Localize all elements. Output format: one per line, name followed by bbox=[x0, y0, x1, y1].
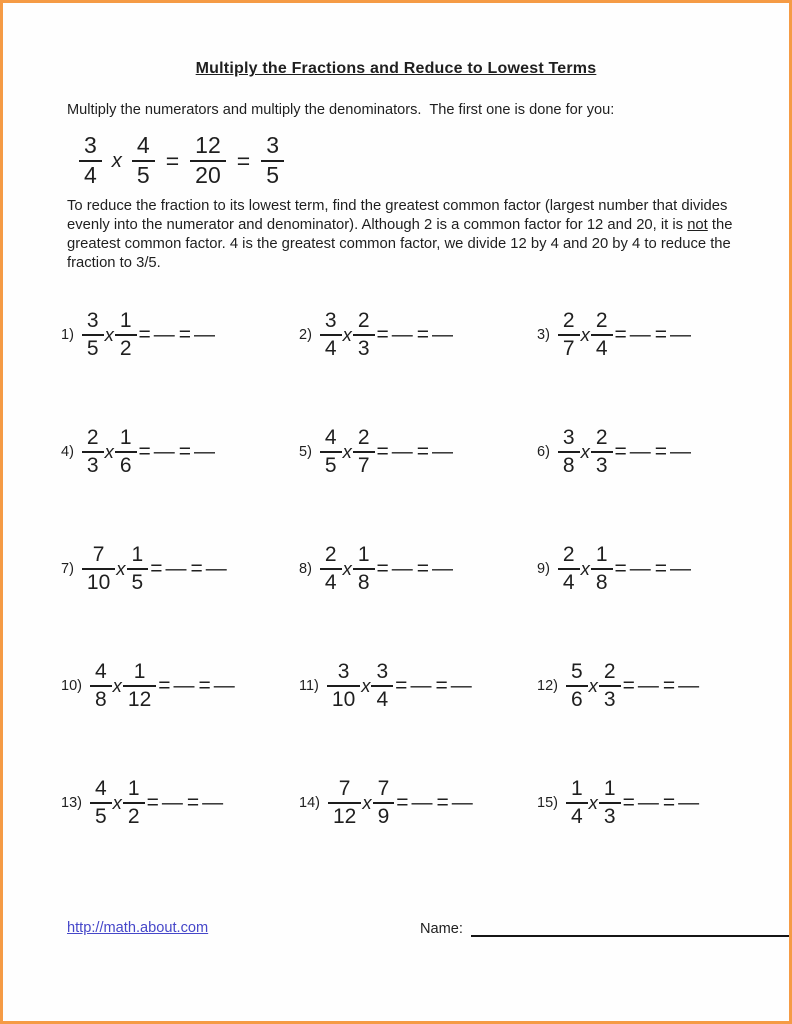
equals-sign: = bbox=[395, 674, 408, 697]
multiply-sign: x bbox=[580, 324, 590, 345]
answer-blank-reduced: — bbox=[432, 440, 455, 463]
problem-item bbox=[299, 534, 537, 604]
fraction-1 bbox=[566, 660, 588, 711]
problem-number: 3) bbox=[537, 327, 550, 343]
fraction-numerator: 3 bbox=[261, 133, 284, 162]
fraction-numerator: 2 bbox=[591, 309, 613, 336]
fraction-numerator: 12 bbox=[190, 133, 226, 162]
answer-blank-product: — bbox=[410, 674, 433, 697]
fraction-2 bbox=[353, 309, 375, 360]
answer-blank-reduced: — bbox=[213, 674, 236, 697]
answer-blank-reduced: — bbox=[432, 323, 455, 346]
fraction-denominator: 7 bbox=[357, 454, 370, 477]
equals-sign: = bbox=[165, 147, 180, 174]
equals-sign: = bbox=[614, 323, 627, 346]
problem-number: 4) bbox=[61, 444, 74, 460]
multiply-sign: x bbox=[116, 558, 126, 579]
problem-item bbox=[61, 651, 299, 721]
answer-blank-product: — bbox=[629, 323, 652, 346]
answer-blank-product: — bbox=[629, 557, 652, 580]
fraction-1 bbox=[82, 309, 104, 360]
answer-blank-product: — bbox=[637, 674, 660, 697]
fraction-denominator: 3 bbox=[86, 454, 99, 477]
fraction-numerator: 3 bbox=[82, 309, 104, 336]
equals-sign: = bbox=[376, 557, 389, 580]
fraction-1 bbox=[558, 426, 580, 477]
fraction-2 bbox=[123, 777, 145, 828]
answer-blank-reduced: — bbox=[194, 323, 217, 346]
answer-blank-product: — bbox=[153, 323, 176, 346]
fraction-numerator: 5 bbox=[566, 660, 588, 687]
equals-sign: = bbox=[654, 440, 668, 463]
fraction-numerator: 1 bbox=[353, 543, 375, 570]
problem-item bbox=[299, 300, 537, 370]
answer-blank-product: — bbox=[173, 674, 196, 697]
equals-sign: = bbox=[236, 147, 251, 174]
problem-item bbox=[61, 768, 299, 838]
fraction-1 bbox=[558, 309, 580, 360]
answer-blank-product: — bbox=[629, 440, 652, 463]
fraction-numerator: 1 bbox=[115, 426, 137, 453]
answer-blank-reduced: — bbox=[678, 674, 701, 697]
problem-number: 11) bbox=[299, 678, 319, 694]
fraction-1 bbox=[566, 777, 588, 828]
fraction-denominator: 5 bbox=[131, 571, 144, 594]
fraction-numerator: 2 bbox=[353, 426, 375, 453]
multiply-sign: x bbox=[112, 792, 122, 813]
multiply-sign: x bbox=[580, 558, 590, 579]
fraction-2 bbox=[591, 426, 613, 477]
equals-sign: = bbox=[614, 557, 627, 580]
fraction-numerator: 7 bbox=[328, 777, 361, 804]
problem-item bbox=[537, 417, 775, 487]
example-fraction-reduced bbox=[261, 133, 284, 189]
fraction-denominator: 3 bbox=[357, 337, 370, 360]
answer-blank-product: — bbox=[391, 440, 414, 463]
fraction-2 bbox=[115, 426, 137, 477]
equals-sign: = bbox=[622, 674, 635, 697]
fraction-numerator: 2 bbox=[320, 543, 342, 570]
answer-blank-reduced: — bbox=[205, 557, 228, 580]
fraction-2 bbox=[371, 660, 393, 711]
equals-sign: = bbox=[436, 791, 449, 814]
equals-sign: = bbox=[416, 440, 430, 463]
equals-sign: = bbox=[178, 323, 192, 346]
equals-sign: = bbox=[662, 674, 676, 697]
fraction-1 bbox=[320, 543, 342, 594]
fraction-denominator: 6 bbox=[570, 688, 583, 711]
footer bbox=[3, 916, 789, 946]
fraction-2 bbox=[353, 426, 375, 477]
fraction-numerator: 2 bbox=[558, 309, 580, 336]
fraction-1 bbox=[90, 660, 112, 711]
problems-grid bbox=[61, 300, 789, 838]
fraction-denominator: 4 bbox=[324, 571, 337, 594]
intro-text: Multiply the numerators and multiply the denominators. The first one is done for you: bbox=[67, 102, 615, 118]
fraction-numerator: 1 bbox=[123, 660, 156, 687]
problem-number: 13) bbox=[61, 795, 82, 811]
multiply-sign: x bbox=[362, 792, 372, 813]
equals-sign: = bbox=[376, 440, 389, 463]
name-field-group bbox=[420, 920, 789, 937]
fraction-2 bbox=[115, 309, 137, 360]
answer-blank-reduced: — bbox=[670, 323, 693, 346]
fraction-1 bbox=[327, 660, 360, 711]
answer-blank-reduced: — bbox=[202, 791, 225, 814]
fraction-numerator: 7 bbox=[82, 543, 115, 570]
multiply-sign: x bbox=[342, 441, 352, 462]
example-equation bbox=[79, 132, 789, 190]
example-fraction-product bbox=[190, 133, 226, 189]
answer-blank-reduced: — bbox=[450, 674, 473, 697]
answer-blank-reduced: — bbox=[678, 791, 701, 814]
explanation-part-1: To reduce the fraction to its lowest term, find the greatest common factor (largest number that divides evenly into the numerator and denominator). Although 2 is a common factor for 12 and 20, it is bbox=[67, 198, 728, 233]
problem-number: 7) bbox=[61, 561, 74, 577]
fraction-numerator: 2 bbox=[599, 660, 621, 687]
problem-number: 10) bbox=[61, 678, 82, 694]
fraction-numerator: 3 bbox=[558, 426, 580, 453]
fraction-denominator: 10 bbox=[86, 571, 111, 594]
fraction-denominator: 2 bbox=[119, 337, 132, 360]
explanation-part-2: the greatest common factor. 4 is the greatest common factor, we divide 12 by 4 and 20 by 4 to reduce the fraction to 3/5. bbox=[67, 217, 733, 271]
fraction-1 bbox=[328, 777, 361, 828]
fraction-1 bbox=[558, 543, 580, 594]
fraction-denominator: 4 bbox=[595, 337, 608, 360]
problem-number: 6) bbox=[537, 444, 550, 460]
page-title: Multiply the Fractions and Reduce to Lowest Terms bbox=[195, 60, 597, 77]
equals-sign: = bbox=[614, 440, 627, 463]
fraction-denominator: 8 bbox=[94, 688, 107, 711]
problem-item bbox=[61, 300, 299, 370]
equals-sign: = bbox=[396, 791, 409, 814]
multiply-sign: x bbox=[342, 558, 352, 579]
multiply-sign: x bbox=[112, 675, 122, 696]
fraction-1 bbox=[90, 777, 112, 828]
multiply-sign: x bbox=[111, 149, 122, 172]
equals-sign: = bbox=[376, 323, 389, 346]
fraction-numerator: 1 bbox=[591, 543, 613, 570]
problem-item bbox=[299, 651, 537, 721]
fraction-1 bbox=[320, 426, 342, 477]
fraction-denominator: 5 bbox=[86, 337, 99, 360]
answer-blank-product: — bbox=[411, 791, 434, 814]
fraction-2 bbox=[591, 309, 613, 360]
fraction-numerator: 3 bbox=[320, 309, 342, 336]
multiply-sign: x bbox=[580, 441, 590, 462]
fraction-1 bbox=[320, 309, 342, 360]
equals-sign: = bbox=[416, 323, 430, 346]
problem-item bbox=[537, 534, 775, 604]
explanation-text bbox=[67, 197, 743, 273]
fraction-2 bbox=[599, 777, 621, 828]
problem-number: 2) bbox=[299, 327, 312, 343]
equals-sign: = bbox=[178, 440, 192, 463]
example-fraction-2 bbox=[132, 133, 155, 189]
fraction-numerator: 4 bbox=[90, 777, 112, 804]
fraction-denominator: 20 bbox=[195, 162, 221, 188]
fraction-1 bbox=[82, 426, 104, 477]
answer-blank-product: — bbox=[153, 440, 176, 463]
equals-sign: = bbox=[435, 674, 448, 697]
equals-sign: = bbox=[138, 323, 151, 346]
problem-item bbox=[537, 300, 775, 370]
fraction-numerator: 2 bbox=[82, 426, 104, 453]
fraction-denominator: 4 bbox=[84, 162, 97, 188]
problem-number: 15) bbox=[537, 795, 558, 811]
answer-blank-reduced: — bbox=[451, 791, 474, 814]
fraction-denominator: 10 bbox=[331, 688, 356, 711]
fraction-2 bbox=[599, 660, 621, 711]
name-label: Name: bbox=[420, 921, 463, 937]
fraction-numerator: 3 bbox=[371, 660, 393, 687]
fraction-denominator: 5 bbox=[136, 162, 150, 188]
multiply-sign: x bbox=[342, 324, 352, 345]
fraction-numerator: 3 bbox=[327, 660, 360, 687]
name-blank-line bbox=[471, 920, 789, 937]
fraction-denominator: 8 bbox=[595, 571, 608, 594]
multiply-sign: x bbox=[588, 792, 598, 813]
equals-sign: = bbox=[150, 557, 163, 580]
fraction-2 bbox=[127, 543, 149, 594]
fraction-2 bbox=[591, 543, 613, 594]
fraction-denominator: 4 bbox=[376, 688, 389, 711]
fraction-denominator: 2 bbox=[127, 805, 140, 828]
equals-sign: = bbox=[198, 674, 211, 697]
fraction-denominator: 12 bbox=[127, 688, 152, 711]
equals-sign: = bbox=[416, 557, 430, 580]
fraction-2 bbox=[123, 660, 156, 711]
fraction-numerator: 3 bbox=[79, 133, 102, 162]
fraction-denominator: 4 bbox=[562, 571, 575, 594]
multiply-sign: x bbox=[104, 324, 114, 345]
fraction-numerator: 1 bbox=[127, 543, 149, 570]
fraction-denominator: 12 bbox=[332, 805, 357, 828]
answer-blank-product: — bbox=[161, 791, 184, 814]
problem-item bbox=[299, 768, 537, 838]
fraction-numerator: 2 bbox=[353, 309, 375, 336]
fraction-numerator: 7 bbox=[373, 777, 395, 804]
problem-number: 1) bbox=[61, 327, 74, 343]
problem-item bbox=[299, 417, 537, 487]
equals-sign: = bbox=[158, 674, 171, 697]
multiply-sign: x bbox=[104, 441, 114, 462]
equals-sign: = bbox=[654, 323, 668, 346]
example-fraction-1 bbox=[79, 133, 102, 189]
fraction-denominator: 6 bbox=[119, 454, 132, 477]
problem-number: 14) bbox=[299, 795, 320, 811]
fraction-denominator: 9 bbox=[377, 805, 390, 828]
fraction-numerator: 1 bbox=[123, 777, 145, 804]
answer-blank-product: — bbox=[391, 323, 414, 346]
fraction-numerator: 4 bbox=[320, 426, 342, 453]
problem-item bbox=[537, 651, 775, 721]
answer-blank-reduced: — bbox=[432, 557, 455, 580]
problem-number: 9) bbox=[537, 561, 550, 577]
multiply-sign: x bbox=[588, 675, 598, 696]
fraction-denominator: 8 bbox=[357, 571, 370, 594]
problem-item bbox=[537, 768, 775, 838]
problem-item bbox=[61, 417, 299, 487]
fraction-numerator: 1 bbox=[599, 777, 621, 804]
fraction-2 bbox=[373, 777, 395, 828]
answer-blank-reduced: — bbox=[194, 440, 217, 463]
fraction-numerator: 2 bbox=[591, 426, 613, 453]
problem-number: 8) bbox=[299, 561, 312, 577]
fraction-denominator: 5 bbox=[94, 805, 107, 828]
equals-sign: = bbox=[186, 791, 200, 814]
fraction-numerator: 2 bbox=[558, 543, 580, 570]
problem-number: 12) bbox=[537, 678, 558, 694]
fraction-denominator: 7 bbox=[562, 337, 575, 360]
fraction-denominator: 8 bbox=[562, 454, 575, 477]
fraction-1 bbox=[82, 543, 115, 594]
equals-sign: = bbox=[190, 557, 203, 580]
fraction-numerator: 4 bbox=[90, 660, 112, 687]
fraction-denominator: 5 bbox=[324, 454, 337, 477]
fraction-numerator: 1 bbox=[566, 777, 588, 804]
fraction-denominator: 3 bbox=[603, 805, 616, 828]
fraction-numerator: 4 bbox=[132, 133, 155, 162]
equals-sign: = bbox=[654, 557, 668, 580]
source-link[interactable]: http://math.about.com bbox=[67, 920, 209, 936]
answer-blank-product: — bbox=[637, 791, 660, 814]
equals-sign: = bbox=[138, 440, 151, 463]
problem-item bbox=[61, 534, 299, 604]
answer-blank-product: — bbox=[391, 557, 414, 580]
answer-blank-product: — bbox=[165, 557, 188, 580]
fraction-denominator: 4 bbox=[570, 805, 583, 828]
fraction-2 bbox=[353, 543, 375, 594]
fraction-numerator: 1 bbox=[115, 309, 137, 336]
equals-sign: = bbox=[622, 791, 635, 814]
fraction-denominator: 5 bbox=[266, 162, 279, 188]
equals-sign: = bbox=[146, 791, 159, 814]
fraction-denominator: 3 bbox=[595, 454, 608, 477]
equals-sign: = bbox=[662, 791, 676, 814]
fraction-denominator: 3 bbox=[603, 688, 616, 711]
answer-blank-reduced: — bbox=[670, 440, 693, 463]
problem-number: 5) bbox=[299, 444, 312, 460]
answer-blank-reduced: — bbox=[670, 557, 693, 580]
fraction-denominator: 4 bbox=[324, 337, 337, 360]
explanation-not-underlined: not bbox=[687, 217, 708, 233]
multiply-sign: x bbox=[361, 675, 371, 696]
